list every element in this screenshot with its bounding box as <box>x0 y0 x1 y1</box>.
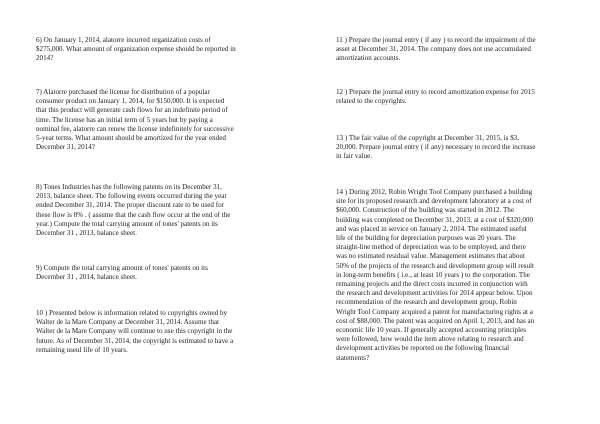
question-13: 13 ) The fair value of the copyright at December 31, 2015, is $3, 20,000. Prepare journal entry ( if any) necessary to record the increase in fair value. <box>336 134 536 161</box>
question-9: 9) Compute the total carrying amount of tones' patents on its December 31 , 2014, balance sheet. <box>36 264 208 282</box>
question-8: 8) Tones Industries has the following patents on its December 31, 2013, balance sheet. The following events occurred during the year ended December 31, 2014. The proper discount rate to be used for these flow is 8% . ( assume that the cash flow occur at the end of the year.) Compute the total carrying amount of tones' patents on its December 31 , 2013, balance sheet. <box>36 183 231 238</box>
question-6: 6) On January 1, 2014, alatorre incurred organization costs of $275,000. What amount of organization expense should be reported in 2014? <box>36 36 236 63</box>
question-14: 14 ) During 2012, Robin Wright Tool Company purchased a building site for its proposed research and development laboratory at a cost of $60,000. Construction of the building was started in 2012. The building was completed on December 31, 2013, at a cost of $320,000 and was placed in service on January 2, 2014. The estimated useful life of the building for depreciation purposes was 20 years. The straight-line method of depreciation was to be employed, and there was no estimated residual value. Management estimates that about 50% of the projects of the research and development group will result in long-term benefits ( i.e., at least 10 years ) to the corporation. The remaining projects and the direct costs incurred in conjunction with the research and development activities for 2014 appear below. Upon recommendation of the research and development group, Robin Wright Tool Company acquired a patent for manufacturing rights at a cost of $88,000. The patent was acquired on April 1, 2013, and has an economic life 10 years. If generally accepted accounting principles were followed, how would the item above relating to research and development activities be reported on the following financial statements? <box>336 188 535 362</box>
question-12: 12 ) Prepare the journal entry to record amortization expense for 2015 related to the copyrights. <box>336 88 535 106</box>
question-7: 7) Alatorre purchased the license for distribution of a popular consumer product on January 1, 2014, for $150,000. It is expected that this product will generate cash flows for an indefinite period of time. The license has an initial term of 5 years but by paying a nominal fee, alatorre can renew the license indefinitely for successive 5-year terms. What amount should be amortized for the year ended December 31, 2014? <box>36 88 234 152</box>
question-10: 10 ) Presented below is information related to copyrights owned by Walter de la Mare Company at December 31, 2014. Assume that Walter de la Mare Company will continue to use this copyright in the future. As of December 31, 2014, the copyright is estimated to have a remaining useul life of 10 years. <box>36 309 234 354</box>
question-11: 11 ) Prepare the journal entry ( if any ) to record the impairment of the asset at December 31, 2014. The company does not use accumulated amortization accounts. <box>336 36 536 63</box>
